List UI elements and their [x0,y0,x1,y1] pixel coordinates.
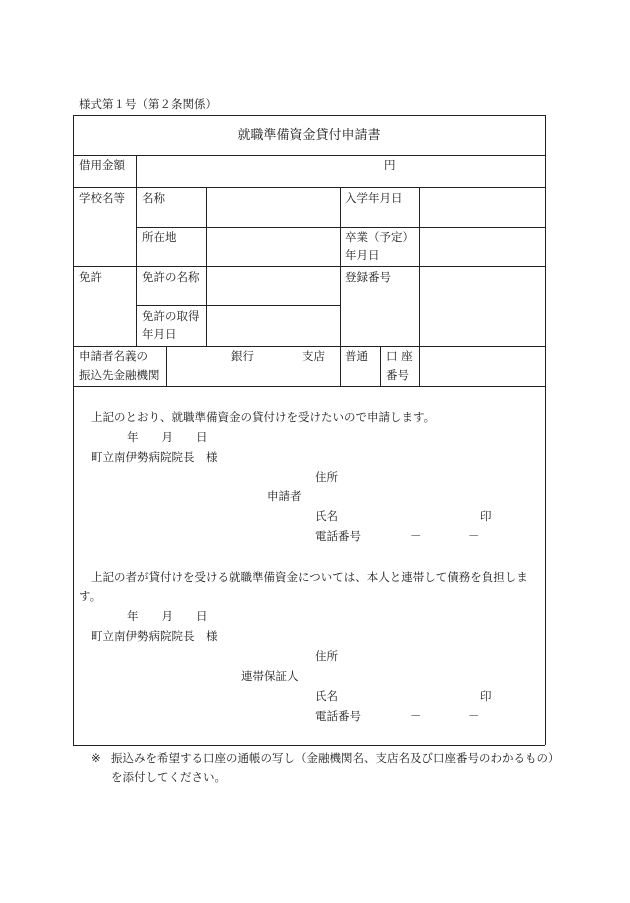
enroll-date-label: 入学年月日 [345,191,403,205]
guarantor-date: 年 月 日 [127,609,208,623]
guarantor-name-label: 氏名 [315,689,338,703]
guarantor-address-label: 住所 [315,649,338,663]
frame-line [73,745,545,746]
grid-line [73,346,545,347]
guarantor-phone-dash: － [410,709,422,723]
applicant-phone-dash: － [410,529,422,543]
grid-line [136,155,137,346]
grid-line [206,187,207,346]
license-name-field[interactable] [208,268,338,303]
account-number-label-line1: 口 座 [386,349,413,363]
guarantor-phone-label: 電話番号 [315,709,361,723]
application-addressee: 町立南伊勢病院院長 様 [91,450,218,464]
school-name-label: 名称 [142,191,165,205]
guarantor-seal-mark: 印 [480,689,492,703]
form-number: 様式第１号（第２条関係） [79,97,217,111]
school-label: 学校名等 [79,191,125,205]
location-label: 所在地 [142,230,177,244]
grid-line [340,187,341,386]
grid-line [136,305,340,306]
school-name-field[interactable] [208,189,338,225]
applicant-name-label: 氏名 [315,509,338,523]
note-mark: ※ [91,751,101,765]
applicant-phone-dash: － [468,529,480,543]
license-label: 免許 [79,270,102,284]
frame-line [545,115,546,745]
grid-line [380,346,381,386]
note-line1: 振込みを希望する口座の通帳の写し（金融機関名、支店名及び口座番号のわかるもの） [111,751,560,765]
frame-line [73,115,545,116]
account-number-field[interactable] [421,348,543,384]
location-field[interactable] [208,229,338,264]
note-line2: を添付してください。 [111,770,226,784]
grid-line [166,346,167,386]
application-statement: 上記のとおり、就職準備資金の貸付けを受けたいので申請します。 [91,410,436,424]
grid-line [73,187,545,188]
applicant-seal-mark: 印 [480,509,492,523]
license-name-label: 免許の名称 [142,270,200,284]
account-label-line1: 申請者名義の [79,349,148,363]
branch-label: 支店 [302,349,325,363]
guarantor-statement-line2: す。 [79,589,102,603]
account-number-label-line2: 番号 [386,368,409,382]
guarantor-statement-line1: 上記の者が貸付けを受ける就職準備資金については、本人と連帯して債務を負担しま [91,570,528,584]
grid-line [73,155,545,156]
form-title: 就職準備資金貸付申請書 [237,128,381,143]
application-date: 年 月 日 [127,430,208,444]
license-date-field[interactable] [208,307,338,344]
account-type-label: 普通 [345,349,368,363]
applicant-address-label: 住所 [315,470,338,484]
guarantor-phone-dash: － [468,709,480,723]
guarantor-role: 連帯保証人 [241,669,299,683]
yen-unit: 円 [384,158,396,172]
graduation-label-line1: 卒業（予定） [345,230,414,244]
registration-number-field[interactable] [421,268,543,344]
grid-line [73,386,545,387]
loan-amount-label: 借用金額 [79,158,125,172]
enroll-date-field[interactable] [421,189,543,225]
graduation-date-field[interactable] [421,229,543,264]
grid-line [419,187,420,346]
grid-line [73,266,545,267]
bank-label: 銀行 [231,349,254,363]
account-label-line2: 振込先金融機関 [79,368,160,382]
grid-line [419,346,420,386]
registration-number-label: 登録番号 [345,270,391,284]
applicant-phone-label: 電話番号 [315,529,361,543]
license-date-label-line2: 年月日 [142,327,177,341]
license-date-label-line1: 免許の取得 [142,309,200,323]
frame-line [73,115,74,745]
applicant-role: 申請者 [267,489,302,503]
guarantor-addressee: 町立南伊勢病院院長 様 [91,629,218,643]
graduation-label-line2: 年月日 [345,248,380,262]
loan-amount-field[interactable] [140,158,374,184]
